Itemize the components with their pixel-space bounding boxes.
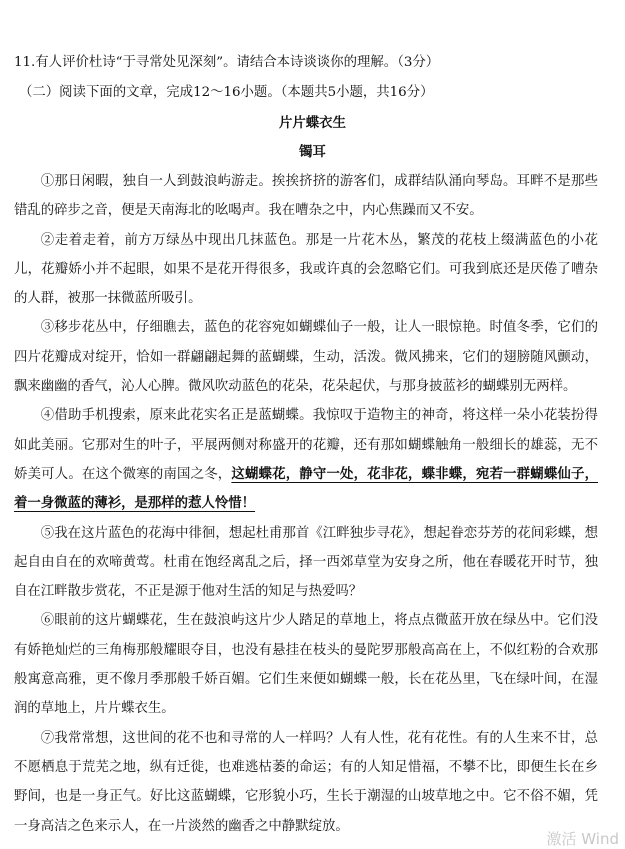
underlined-sentence: 这蝴蝶花，静守一处，花非花，蝶非蝶，宛若一群蝴蝶仙子，着一身微蓝的薄衫，是那样的惹人怜惜！ xyxy=(14,465,598,512)
paragraph-4 xyxy=(14,401,598,518)
paragraph-4-text: ④借助手机搜索，原来此花实名正是蓝蝴蝶。我惊叹于造物主的神奇，将这样一朵小花装扮得如此美丽。它那对生的叶子，平展两侧对称盛开的花瓣，还有那如蝴蝶触角一般细长的雄蕊，无不娇美可人。在这个微寒的南国之冬， xyxy=(14,408,598,482)
paragraph-7: ⑦我常常想，这世间的花不也和寻常的人一样吗？人有人性，花有花性。有的人生来不甘，总不愿栖息于荒芜之地，纵有迁徙，也难逃枯萎的命运；有的人知足惜福，不攀不比，即便生长在乡野间，也是一身正气。好比这蓝蝴蝶，它形貌小巧，生长于潮湿的山坡草地之中。它不俗不媚，凭一身高洁之色来示人，在一片淡然的幽香之中静默绽放。 xyxy=(14,730,598,834)
article-body xyxy=(14,167,598,841)
article-title: 片片蝶衣生 xyxy=(279,115,346,131)
question-11: 11.有人评价杜诗“于寻常处见深刻”。请结合本诗谈谈你的理解。（3分） xyxy=(14,55,440,70)
paragraph-2: ②走着走着，前方万绿丛中现出几抹蓝色。那是一片花木丛，繁茂的花枝上缀满蓝色的小花儿，花瓣娇小并不起眼，如果不是花开得很多，我或许真的会忽略它们。可我到底还是厌倦了嘈杂的人群，被那一抹微蓝所吸引。 xyxy=(14,232,598,307)
article-author: 镯耳 xyxy=(299,144,326,160)
paragraph-1: ①那日闲暇，独自一人到鼓浪屿游走。挨挨挤挤的游客们，成群结队涌向琴岛。耳畔不是那些错乱的碎步之音，便是天南海北的吆喝声。我在嘈杂之中，内心焦躁而又不安。 xyxy=(14,174,598,219)
paragraph-3: ③移步花丛中，仔细瞧去，蓝色的花容宛如蝴蝶仙子一般，让人一眼惊艳。时值冬季，它们的四片花瓣成对绽开，恰如一群翩翩起舞的蓝蝴蝶，生动，活泼。微风拂来，它们的翅膀随风颤动，飘来幽幽的香气，沁人心脾。微风吹动蓝色的花朵，花朵起伏，与那身披蓝衫的蝴蝶别无两样。 xyxy=(14,320,598,395)
paragraph-5: ⑤我在这片蓝色的花海中徘徊，想起杜甫那首《江畔独步寻花》，想起眷恋芬芳的花间彩蝶，想起自由自在的欢啼黄莺。杜甫在饱经离乱之后，择一西郊草堂为安身之所，他在春暖花开时节，独自在江畔散步赏花，不正是源于他对生活的知足与热爱吗？ xyxy=(14,525,598,600)
activation-watermark: 激活 Wind xyxy=(546,830,619,848)
section-instruction: （二）阅读下面的文章，完成12～16小题。（本题共5小题，共16分） xyxy=(19,85,434,100)
paragraph-6: ⑥眼前的这片蝴蝶花，生在鼓浪屿这片少人踏足的草地上，将点点微蓝开放在绿丛中。它们没有娇艳灿烂的三角梅那般耀眼夺目，也没有悬挂在枝头的曼陀罗那般高高在上，不似红粉的合欢那般寓意高雅，更不像月季那般千娇百媚。它们生来便如蝴蝶一般，长在花丛里，飞在绿叶间，在湿润的草地上，片片蝶衣生。 xyxy=(14,613,598,717)
